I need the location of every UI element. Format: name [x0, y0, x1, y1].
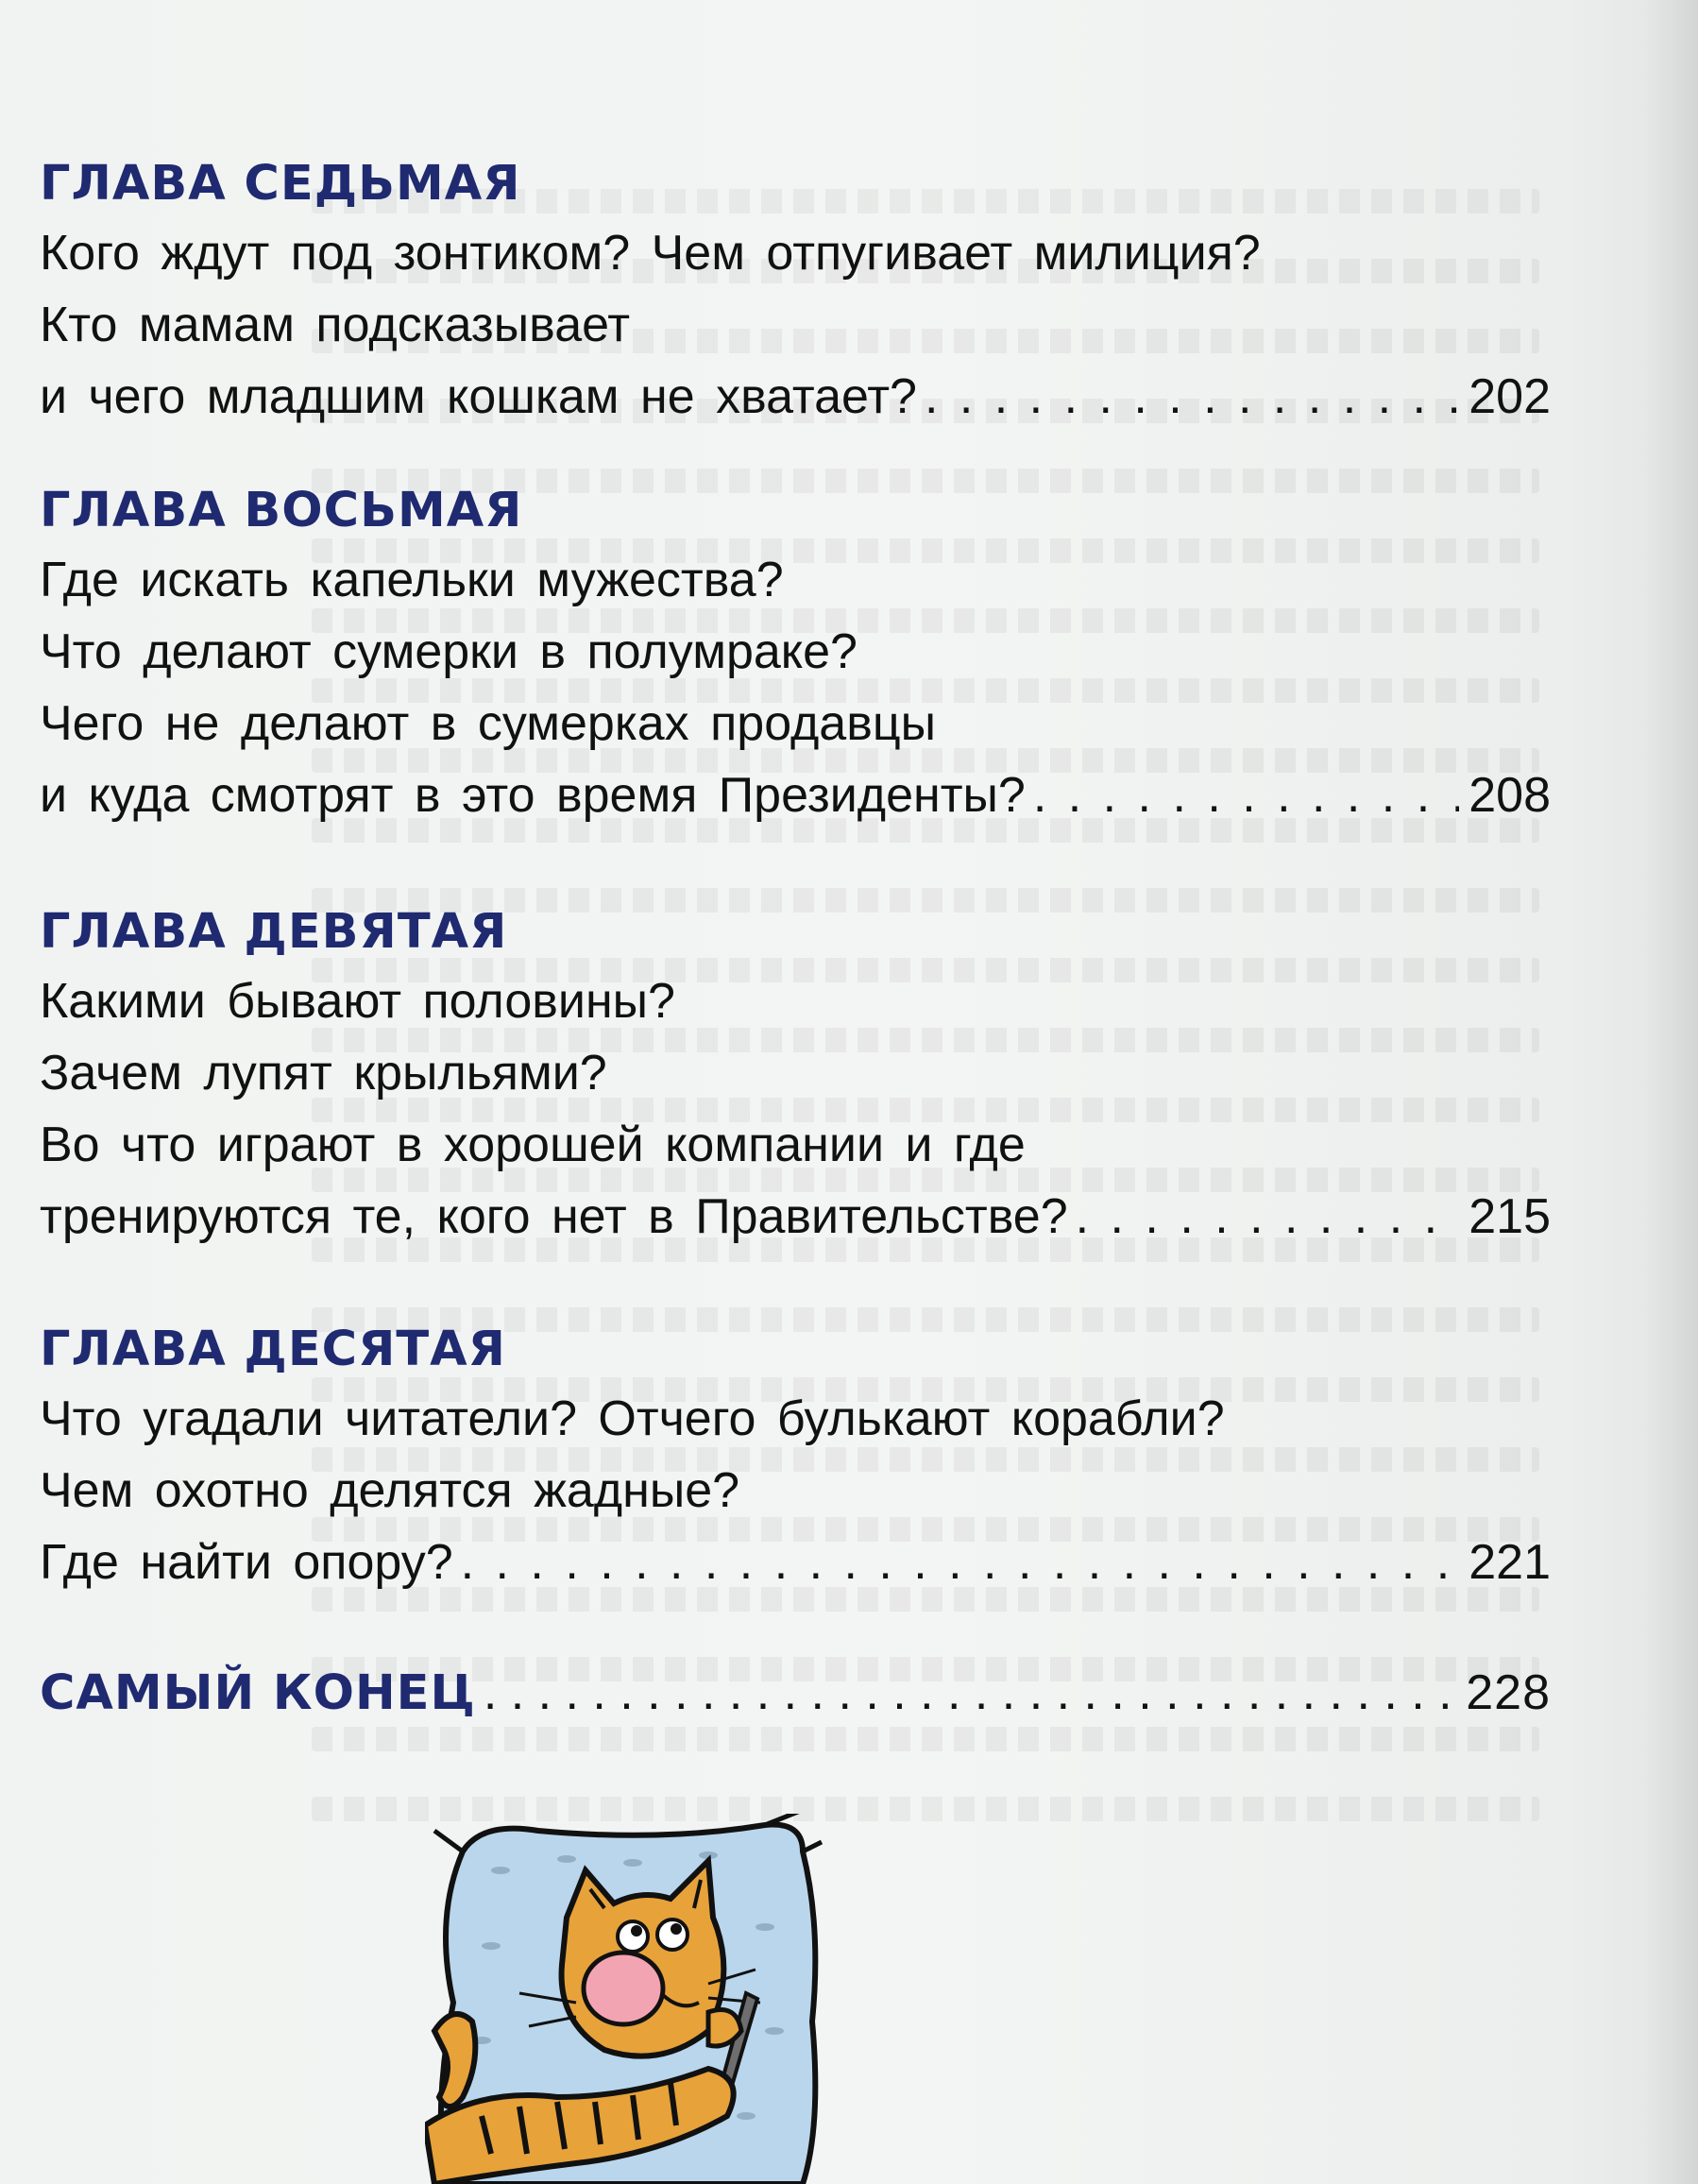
dot-leader	[461, 1527, 1460, 1598]
cat-on-pillow-illustration	[425, 1814, 1029, 2184]
page-number: 228	[1466, 1665, 1551, 1720]
final-entry[interactable]	[40, 1657, 1551, 1729]
chapter-entry[interactable]	[40, 361, 1551, 433]
page-number: 208	[1469, 768, 1551, 823]
chapter-line: Чем охотно делятся жадные?	[40, 1463, 740, 1518]
toc-chapter-ten	[40, 1317, 1551, 1598]
chapter-line: Кто мамам подсказывает	[40, 298, 631, 352]
page-edge-shadow	[1641, 0, 1698, 2184]
chapter-heading: ГЛАВА СЕДЬМАЯ	[40, 156, 521, 212]
toc-chapter-seven	[40, 151, 1551, 433]
chapter-entry[interactable]	[40, 1181, 1551, 1253]
chapter-line: Кого ждут под зонтиком? Чем отпугивает милиция?	[40, 226, 1261, 281]
page-number: 215	[1469, 1189, 1551, 1244]
chapter-line: Чего не делают в сумерках продавцы	[40, 696, 937, 751]
chapter-line: Во что играют в хорошей компании и где	[40, 1118, 1026, 1172]
page-number: 202	[1469, 369, 1551, 424]
table-of-contents	[40, 151, 1551, 1729]
chapter-heading: ГЛАВА ВОСЬМАЯ	[40, 483, 523, 538]
chapter-line: Где искать капельки мужества?	[40, 553, 784, 607]
chapter-line: Что делают сумерки в полумраке?	[40, 624, 857, 679]
chapter-heading: ГЛАВА ДЕСЯТАЯ	[40, 1322, 506, 1377]
chapter-last-line: тренируются те, кого нет в Правительстве?	[40, 1189, 1068, 1244]
dot-leader	[484, 1657, 1456, 1729]
chapter-last-line: и куда смотрят в это время Президенты?	[40, 768, 1026, 823]
chapter-last-line: Где найти опору?	[40, 1535, 453, 1590]
chapter-line: Что угадали читатели? Отчего булькают корабли?	[40, 1391, 1225, 1446]
final-entry-title: САМЫЙ КОНЕЦ	[40, 1665, 476, 1721]
toc-final-entry	[40, 1657, 1551, 1729]
toc-chapter-nine	[40, 899, 1551, 1253]
page-number: 221	[1469, 1535, 1551, 1590]
toc-chapter-eight	[40, 478, 1551, 831]
chapter-line: Зачем лупят крыльями?	[40, 1046, 607, 1101]
dot-leader	[1033, 759, 1459, 831]
dot-leader	[1076, 1181, 1460, 1253]
chapter-heading: ГЛАВА ДЕВЯТАЯ	[40, 904, 508, 960]
chapter-entry[interactable]	[40, 759, 1551, 831]
chapter-line: Какими бывают половины?	[40, 974, 675, 1029]
chapter-last-line: и чего младшим кошкам не хватает?	[40, 369, 917, 424]
chapter-entry[interactable]	[40, 1527, 1551, 1598]
dot-leader	[925, 361, 1459, 433]
